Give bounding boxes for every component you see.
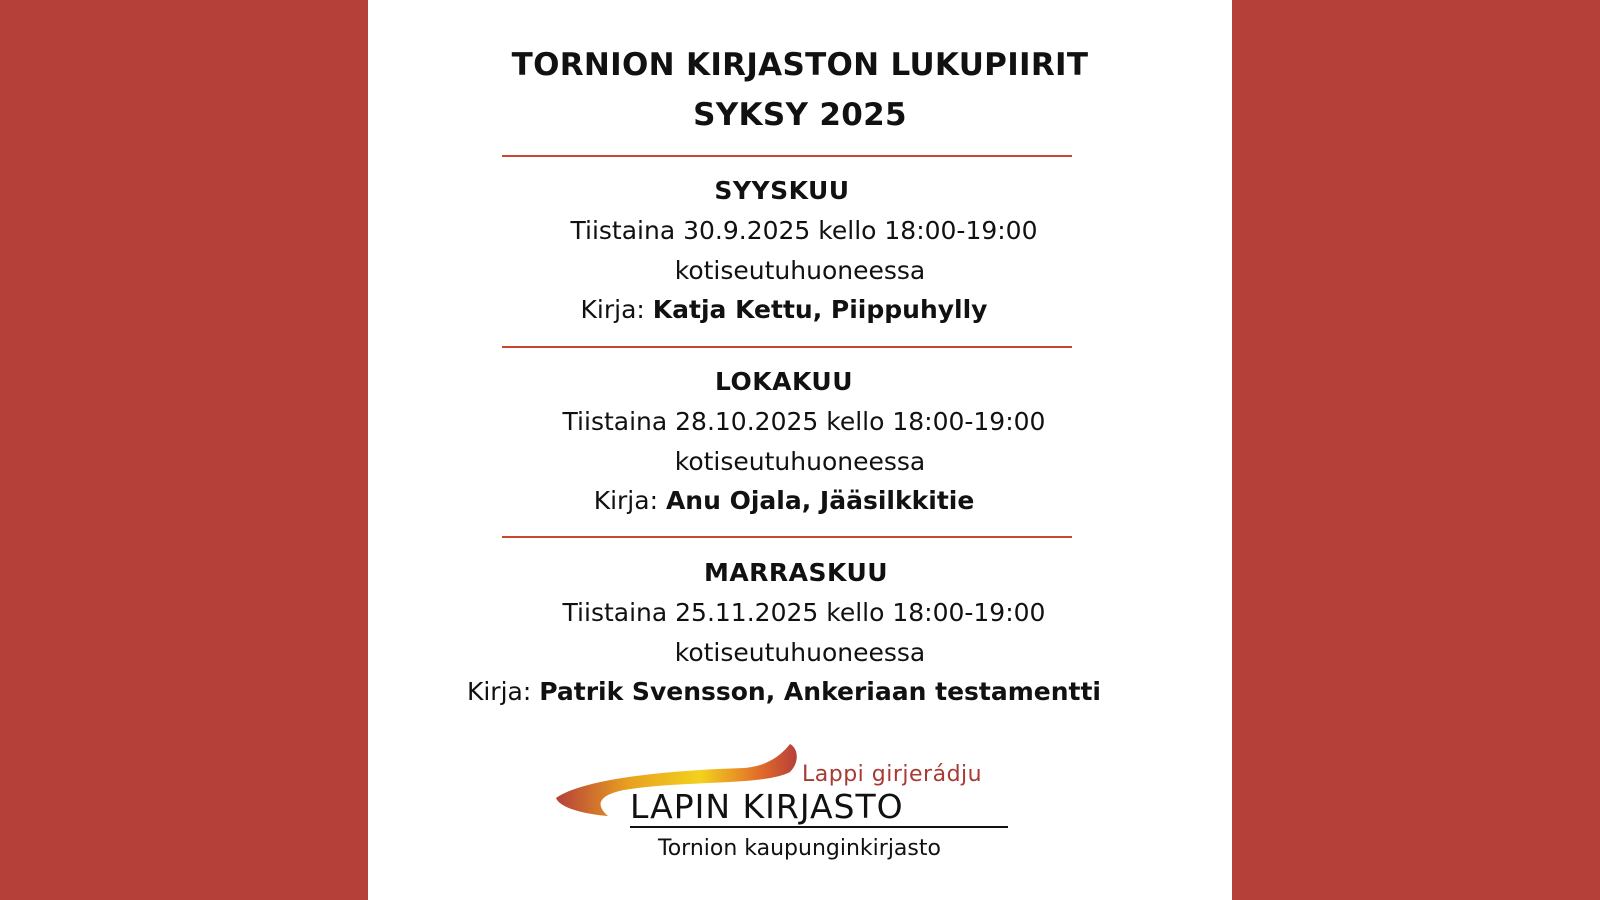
book-label: Kirja:: [466, 677, 532, 706]
book-title: Katja Kettu, Piippuhylly: [652, 295, 988, 324]
library-logo: [554, 740, 1024, 870]
session-datetime: Tiistaina 30.9.2025 kello 18:00-19:00: [570, 216, 1038, 245]
divider: [502, 346, 1072, 348]
logo-name: LAPIN KIRJASTO: [630, 788, 1008, 828]
session-book: [352, 677, 1216, 706]
divider: [502, 536, 1072, 538]
session-book: [352, 295, 1216, 324]
content-panel: [368, 0, 1232, 900]
session-datetime: Tiistaina 25.11.2025 kello 18:00-19:00: [562, 598, 1046, 627]
page-title: [368, 40, 1232, 140]
session-place: kotiseutuhuoneessa: [674, 638, 926, 667]
book-label: Kirja:: [593, 486, 658, 515]
logo-subtitle: Tornion kaupunginkirjasto: [658, 836, 941, 861]
book-label: Kirja:: [580, 295, 645, 324]
book-title: Anu Ojala, Jääsilkkitie: [665, 486, 975, 515]
title-line-2: SYKSY 2025: [693, 97, 907, 133]
logo-sami-name: Lappi girjerádju: [802, 762, 983, 787]
session-book: [352, 486, 1216, 515]
session-datetime: Tiistaina 28.10.2025 kello 18:00-19:00: [562, 407, 1046, 436]
divider: [502, 155, 1072, 157]
session-place: kotiseutuhuoneessa: [674, 256, 926, 285]
session-month: MARRASKUU: [703, 558, 889, 587]
title-line-1: TORNION KIRJASTON LUKUPIIRIT: [511, 47, 1089, 83]
session-month: SYYSKUU: [714, 176, 850, 205]
session-month: LOKAKUU: [714, 367, 854, 396]
book-title: Patrik Svensson, Ankeriaan testamentti: [539, 677, 1102, 706]
session-place: kotiseutuhuoneessa: [674, 447, 926, 476]
